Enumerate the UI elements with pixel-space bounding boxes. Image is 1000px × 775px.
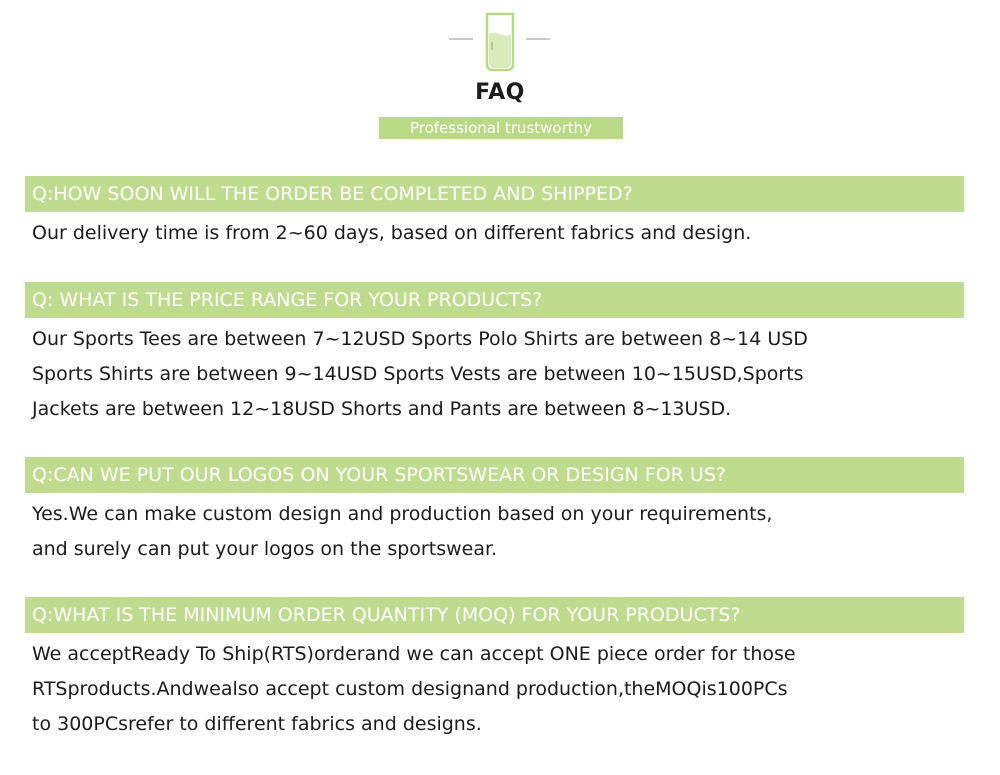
- answer-line: and surely can put your logos on the sportswear.: [32, 538, 498, 560]
- answer-line: Our delivery time is from 2~60 days, based on different fabrics and design.: [32, 222, 752, 244]
- question-bar: Q:WHAT IS THE MINIMUM ORDER QUANTITY (MOQ) FOR YOUR PRODUCTS?: [25, 597, 964, 633]
- answer-line: We acceptReady To Ship(RTS)orderand we can accept ONE piece order for those: [32, 643, 796, 665]
- faq-item-logos: [25, 457, 964, 567]
- water-glass-icon: [485, 12, 515, 72]
- page-title: FAQ: [475, 80, 525, 105]
- answer-line: Yes.We can make custom design and production based on your requirements,: [32, 503, 773, 525]
- question-bar: Q: WHAT IS THE PRICE RANGE FOR YOUR PRODUCTS?: [25, 282, 964, 318]
- decorative-line-left: [449, 38, 473, 40]
- decorative-line-right: [526, 38, 550, 40]
- answer: [25, 212, 964, 251]
- answer: [25, 318, 964, 427]
- answer-line: to 300PCsrefer to different fabrics and designs.: [32, 713, 482, 735]
- question-bar: Q:CAN WE PUT OUR LOGOS ON YOUR SPORTSWEAR OR DESIGN FOR US?: [25, 457, 964, 493]
- answer-line: RTSproducts.Andwealso accept custom designand production,theMOQis100PCs: [32, 678, 788, 700]
- answer: [25, 493, 964, 567]
- faq-item-delivery: [25, 176, 964, 251]
- answer: [25, 633, 964, 742]
- answer-line: Jackets are between 12~18USD Shorts and Pants are between 8~13USD.: [32, 398, 732, 420]
- question-bar: Q:HOW SOON WILL THE ORDER BE COMPLETED AND SHIPPED?: [25, 176, 964, 212]
- faq-item-moq: [25, 597, 964, 742]
- faq-item-price: [25, 282, 964, 427]
- faq-header: [0, 0, 1000, 150]
- subtitle-banner: Professional trustworthy: [379, 117, 623, 139]
- answer-line: Sports Shirts are between 9~14USD Sports Vests are between 10~15USD,Sports: [32, 363, 804, 385]
- answer-line: Our Sports Tees are between 7~12USD Sports Polo Shirts are between 8~14 USD: [32, 328, 808, 350]
